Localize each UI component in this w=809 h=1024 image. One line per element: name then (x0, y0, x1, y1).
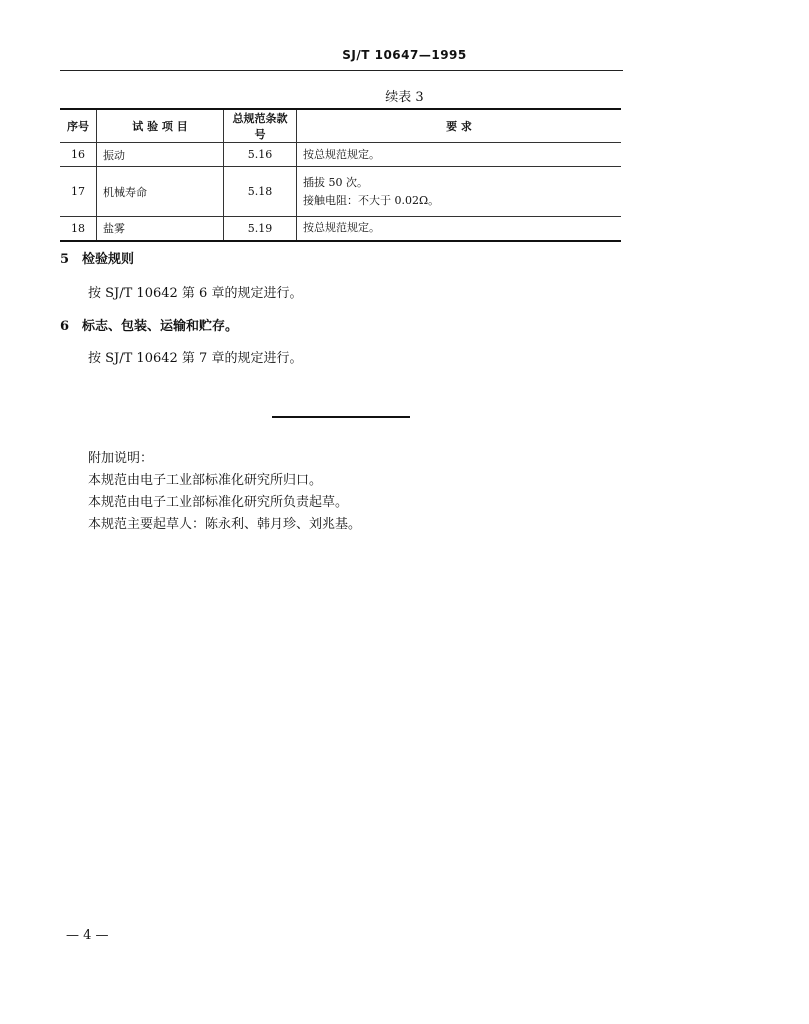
row-number: 17 (60, 167, 97, 217)
section-title: 标志、包装、运输和贮存。 (82, 319, 239, 334)
column-header-test-item: 试 验 项 目 (97, 109, 224, 143)
notes-line: 本规范由电子工业部标准化研究所归口。 (88, 473, 323, 488)
row-test-item: 机械寿命 (97, 167, 224, 217)
row-requirements (297, 217, 622, 241)
column-header-number: 序号 (60, 109, 97, 143)
table-row (60, 217, 621, 241)
page-number: — 4 — (66, 928, 109, 943)
row-test-item: 盐雾 (97, 217, 224, 241)
row-clause: 5.16 (224, 143, 297, 167)
requirement-line: 接触电阻：不大于 0.02Ω。 (303, 193, 440, 207)
section-6-heading (60, 315, 238, 334)
row-requirements (297, 143, 622, 167)
section-6-body: 按 SJ/T 10642 第 7 章的规定进行。 (88, 351, 303, 366)
row-number: 16 (60, 143, 97, 167)
section-5-body: 按 SJ/T 10642 第 6 章的规定进行。 (88, 286, 303, 301)
document-code-header: SJ/T 10647—1995 (342, 48, 467, 62)
table-row (60, 143, 621, 167)
section-number: 6 (60, 319, 70, 334)
row-test-item: 振动 (97, 143, 224, 167)
requirement-line: 按总规范规定。 (303, 147, 380, 161)
notes-line: 本规范由电子工业部标准化研究所负责起草。 (88, 495, 349, 510)
table-row (60, 167, 621, 217)
column-header-requirements: 要 求 (297, 109, 622, 143)
row-clause: 5.18 (224, 167, 297, 217)
test-requirements-table (60, 108, 621, 242)
row-clause: 5.19 (224, 217, 297, 241)
section-title: 检验规则 (82, 252, 135, 267)
requirement-line: 按总规范规定。 (303, 221, 380, 235)
section-5-heading (60, 248, 134, 267)
notes-line: 本规范主要起草人：陈永利、韩月珍、刘兆基。 (88, 517, 362, 532)
section-number: 5 (60, 252, 70, 267)
row-number: 18 (60, 217, 97, 241)
header-divider (60, 70, 623, 71)
table-caption: 续表 3 (385, 90, 424, 105)
end-of-text-rule (272, 416, 410, 418)
row-requirements (297, 167, 622, 217)
requirement-line: 插拔 50 次。 (303, 175, 368, 189)
column-header-clause: 总规范条款号 (224, 109, 297, 143)
table-header-row (60, 109, 621, 143)
notes-heading: 附加说明： (88, 451, 154, 466)
additional-notes (88, 448, 361, 536)
